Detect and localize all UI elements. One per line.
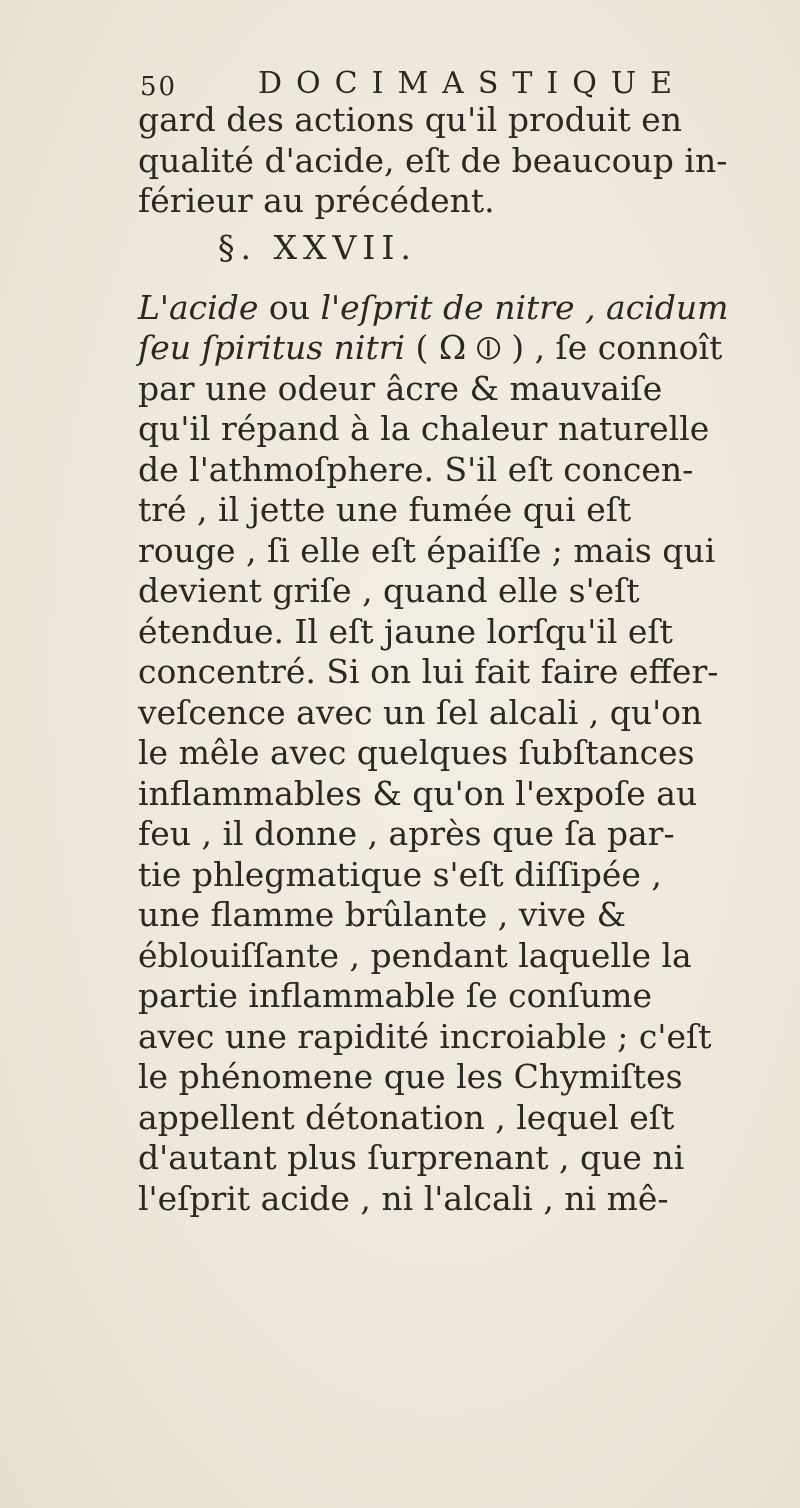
text-line: feu , il donne , après que ſa par-	[138, 814, 675, 853]
text-line: ſeu ſpiritus nitri ( Ω ⦶ ) , ſe connoît	[138, 328, 723, 367]
text-line: tré , il jette une fumée qui eſt	[138, 490, 632, 529]
text-line: tie phlegmatique s'eſt diſſipée ,	[138, 854, 662, 894]
text-line: le phénomene que les Chymiſtes	[138, 1057, 683, 1096]
text-line: par une odeur âcre & mauvaiſe	[138, 368, 663, 408]
text-line: éblouiſſante , pendant laquelle la	[138, 935, 692, 975]
text-line: concentré. Si on lui fait faire effer-	[138, 652, 719, 691]
text-line: qu'il répand à la chaleur naturelle	[138, 409, 710, 448]
text-line	[138, 1219, 768, 1260]
text-line: partie inflammable ſe conſume	[138, 976, 652, 1015]
term-italic: l'eſprit de nitre , acidum	[320, 287, 729, 327]
text-line: d'autant plus ſurprenant , que ni	[138, 1138, 685, 1177]
text-line: de l'athmoſphere. S'il eſt concen-	[138, 449, 694, 489]
text-line: une flamme brûlante , vive &	[138, 895, 626, 934]
running-head: DOCIMASTIQUE	[258, 66, 687, 101]
term-italic: L'acide	[138, 287, 259, 327]
text-line: avec une rapidité incroiable ; c'eſt	[138, 1016, 712, 1056]
term-italic: ſeu ſpiritus nitri	[138, 328, 406, 367]
text-line: inflammables & qu'on l'expoſe au	[138, 773, 698, 813]
page-number: 50	[140, 72, 178, 102]
text-line: L'acide ou l'eſprit de nitre , acidum	[138, 287, 729, 327]
text-line: appellent détonation , lequel eſt	[138, 1097, 675, 1137]
text-line: férieur au précédent.	[138, 181, 495, 220]
body-text	[138, 100, 768, 1300]
text-line: rouge , ſi elle eſt épaiſſe ; mais qui	[138, 530, 716, 570]
text-line: l'eſprit acide , ni l'alcali , ni mê-	[138, 1178, 669, 1218]
text-line: gard des actions qu'il produit en	[138, 100, 683, 139]
text-line: devient griſe , quand elle s'eſt	[138, 571, 640, 610]
text-line: veſcence avec un ſel alcali , qu'on	[138, 692, 703, 732]
text-line: qualité d'acide, eſt de beaucoup in-	[138, 140, 728, 180]
section-heading: §. XXVII.	[218, 227, 417, 267]
text-line: le mêle avec quelques ſubſtances	[138, 733, 695, 772]
text-line: étendue. Il eſt jaune lorſqu'il eſt	[138, 611, 673, 651]
text-line	[138, 1260, 768, 1301]
